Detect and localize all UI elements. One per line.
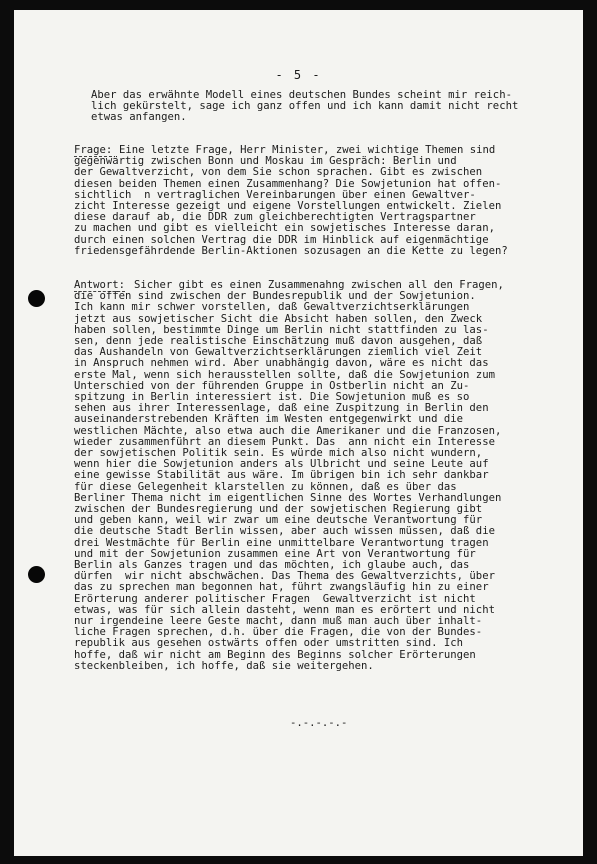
- text-line: Unterschied von der führenden Gruppe in Ostberlin nicht an Zu-: [74, 379, 470, 392]
- text-line: etwas anfangen.: [91, 111, 187, 124]
- text-line: liche Fragen sprechen, d.h. über die Fragen, die von der Bundes-: [74, 626, 483, 639]
- text-line: die offen sind zwischen der Bundesrepublik und der Sowjetunion.: [74, 290, 476, 303]
- question-label: Frage:: [74, 144, 113, 156]
- text-line: Berlin als Ganzes tragen und das möchten, ich glaube auch, das: [74, 559, 470, 571]
- text-line: Eine letzte Frage, Herr Minister, zwei wichtige Themen sind: [119, 144, 496, 156]
- text-line: Ich kann mir schwer vorstellen, daß Gewaltverzichtserklärungen: [74, 301, 470, 314]
- text-line: für diese Gelegenheit klarstellen zu können, daß es über das: [74, 480, 457, 493]
- text-line: durch einen solchen Vertrag die DDR im Hinblick auf eigenmächtige: [74, 233, 489, 246]
- text-line: spitzung in Berlin interessiert ist. Die Sowjetunion muß es so: [74, 391, 470, 403]
- text-line: Erörterung anderer politischer Fragen Gewaltverzicht ist nicht: [74, 592, 476, 605]
- document-page: [14, 10, 583, 856]
- text-line: der sowjetischen Politik sein. Es würde mich also nicht wundern,: [74, 447, 483, 459]
- text-line: diesen beiden Themen einen Zusammenhang? Die Sowjetunion hat offen-: [74, 177, 502, 190]
- text-line: haben sollen, bestimmte Dinge um Berlin nicht stattfinden zu las-: [74, 323, 489, 336]
- text-line: eine gewisse Stabilität aus wäre. Im übrigen bin ich sehr dankbar: [74, 469, 489, 482]
- text-line: Aber das erwähnte Modell eines deutschen Bundes scheint mir reich-: [91, 89, 512, 101]
- text-line: jetzt aus sowjetischer Sicht die Absicht haben sollen, den Zweck: [74, 312, 483, 325]
- text-line: der Gewaltverzicht, von dem Sie schon sprachen. Gibt es zwischen: [74, 166, 483, 179]
- text-line: gegenwärtig zwischen Bonn und Moskau im Gespräch: Berlin und: [74, 155, 457, 168]
- text-line: das Aushandeln von Gewaltverzichtserklärungen ziemlich viel Zeit: [74, 346, 483, 359]
- text-line: zu machen und gibt es vielleicht ein sowjetisches Interesse daran,: [74, 222, 495, 235]
- text-line: diese darauf ab, die DDR zum gleichberechtigten Vertragspartner: [74, 211, 476, 224]
- text-line: wieder zusammenführt an diesem Punkt. Das ann nicht ein Interesse: [74, 435, 495, 448]
- text-line: sichtlich n vertraglichen Vereinbarungen über einen Gewaltver-: [74, 188, 476, 201]
- text-line: etwas, was für sich allein dasteht, wenn man es erörtert und nicht: [74, 603, 495, 616]
- punch-hole-top: [28, 290, 45, 307]
- text-line: nur irgendeine leere Geste macht, dann muß man auch über inhalt-: [74, 615, 483, 627]
- text-line: und mit der Sowjetunion zusammen eine Art von Verantwortung für: [74, 547, 476, 560]
- closing-mark: -.-.-.-.-: [290, 717, 348, 729]
- text-line: sen, denn jede realistische Einschätzung muß davon ausgehen, daß: [74, 335, 483, 347]
- text-line: zwischen der Bundesregierung und der sowjetischen Regierung gibt: [74, 503, 483, 515]
- text-line: drei Westmächte für Berlin eine unmittelbare Verantwortung tragen: [74, 536, 489, 549]
- text-line: das zu sprechen man begonnen hat, führt zwangsläufig hin zu einer: [74, 581, 489, 594]
- answer-label: Antwort:: [74, 279, 126, 291]
- text-line: sehen aus ihrer Interessenlage, daß eine Zuspitzung in Berlin den: [74, 402, 489, 415]
- text-line: lich gekürstelt, sage ich ganz offen und ich kann damit nicht recht: [91, 100, 519, 113]
- text-line: in Anspruch nehmen wird. Aber unabhängig davon, wäre es nicht das: [74, 357, 489, 370]
- text-line: erste Mal, wenn sich herausstellen sollte, daß die Sowjetunion zum: [74, 368, 495, 381]
- text-line: Sicher gibt es einen Zusammenahng zwischen all den Fragen,: [134, 279, 504, 291]
- page-number: - 5 -: [275, 68, 322, 82]
- text-line: westlichen Mächte, also etwa auch die Amerikaner und die Franzosen,: [74, 424, 502, 437]
- text-line: wenn hier die Sowjetunion anders als Ulbricht und seine Leute auf: [74, 458, 489, 471]
- text-line: dürfen wir nicht abschwächen. Das Thema des Gewaltverzichts, über: [74, 570, 495, 583]
- text-line: hoffe, daß wir nicht am Beginn des Beginns solcher Erörterungen: [74, 648, 476, 661]
- text-line: friedensgefährdende Berlin-Aktionen sozusagen an die Kette zu legen?: [74, 244, 508, 257]
- text-line: Berliner Thema nicht im eigentlichen Sinne des Wortes Verhandlungen: [74, 491, 502, 504]
- text-line: zicht Interesse gezeigt und eigene Vorstellungen entwickelt. Zielen: [74, 200, 502, 212]
- text-line: auseinanderstrebenden Kräften im Westen entgegenwirkt und die: [74, 413, 464, 426]
- punch-hole-bottom: [28, 566, 45, 583]
- text-line: republik aus gesehen ostwärts offen oder umstritten sind. Ich: [74, 637, 464, 650]
- text-line: die deutsche Stadt Berlin wissen, aber auch wissen müssen, daß die: [74, 525, 495, 538]
- text-line: steckenbleiben, ich hoffe, daß sie weitergehen.: [74, 659, 374, 672]
- text-line: und geben kann, weil wir zwar um eine deutsche Verantwortung für: [74, 514, 483, 527]
